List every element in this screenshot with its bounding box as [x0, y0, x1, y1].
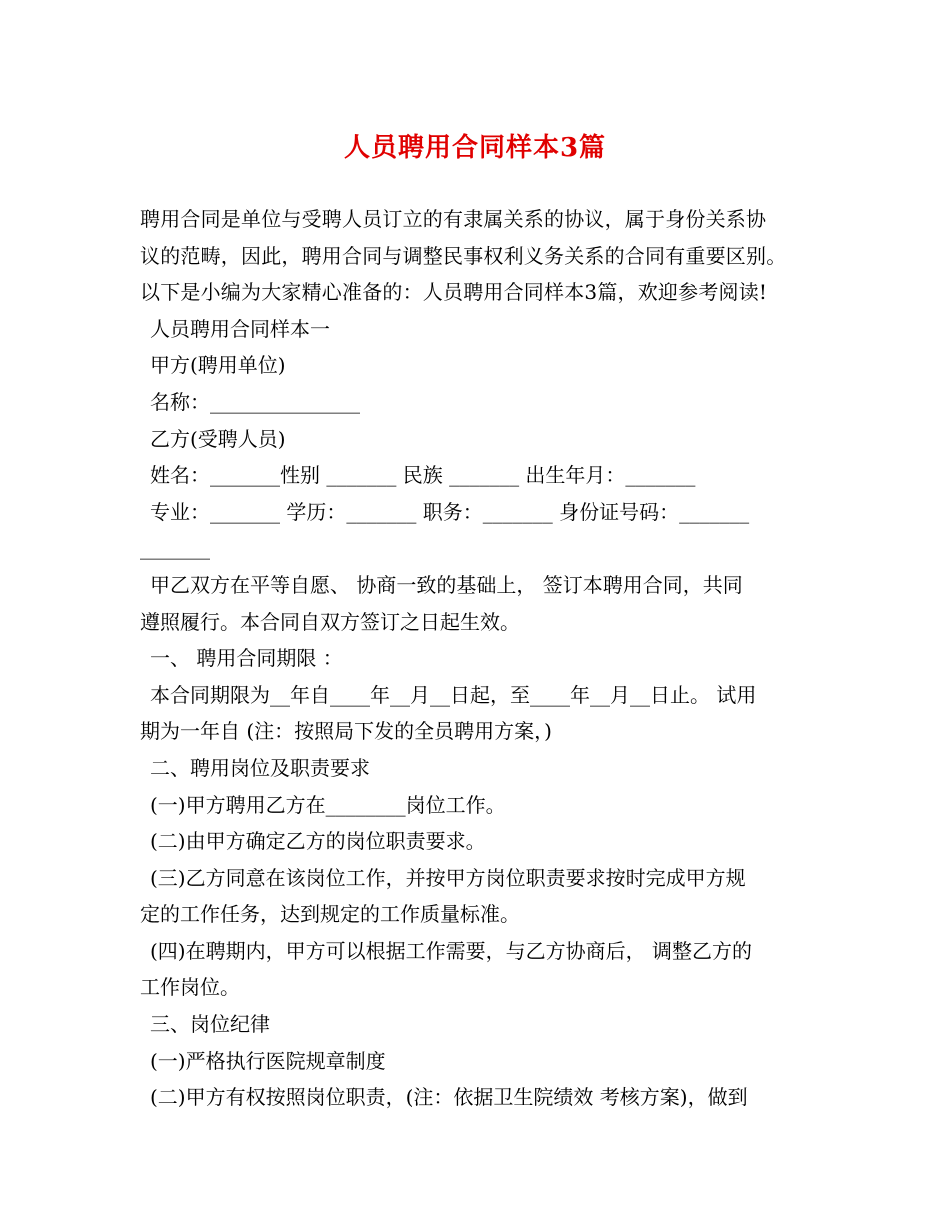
clause-item: (二)甲方有权按照岗位职责，(注：依据卫生院绩效 考核方案)，做到 [150, 1085, 748, 1110]
profession-info-line: 专业：_______ 学历：_______ 职务：_______ 身份证号码：_______ [150, 499, 750, 524]
intro-line: 议的范畴，因此，聘用合同与调整民事权利义务关系的合同有重要区别。 [140, 243, 787, 268]
clause-heading: 三、岗位纪律 [150, 1012, 270, 1037]
party-a-label: 甲方(聘用单位) [150, 353, 286, 378]
clause-item: (四)在聘期内，甲方可以根据工作需要，与乙方协商后， 调整乙方的 [150, 938, 752, 963]
clause-item: (一)甲方聘用乙方在________岗位工作。 [150, 792, 506, 817]
id-continuation-line: _______ [140, 536, 210, 561]
clause-heading: 二、聘用岗位及职责要求 [150, 755, 370, 780]
party-b-label: 乙方(受聘人员) [150, 426, 286, 451]
section-heading: 人员聘用合同样本一 [150, 316, 330, 341]
paragraph-line: 定的工作任务，达到规定的工作质量标准。 [140, 902, 520, 927]
paragraph-line: 期为一年自 (注：按照局下发的全员聘用方案，) [140, 719, 552, 744]
personal-info-line: 姓名：_______性别 _______ 民族 _______ 出生年月：_______ [150, 463, 696, 488]
paragraph-line: 甲乙双方在平等自愿、 协商一致的基础上， 签订本聘用合同，共同 [150, 572, 743, 597]
intro-line: 聘用合同是单位与受聘人员订立的有隶属关系的协议，属于身份关系协 [140, 207, 767, 231]
intro-line: 以下是小编为大家精心准备的：人员聘用合同样本3篇，欢迎参考阅读! [140, 280, 768, 305]
paragraph-line: 遵照履行。本合同自双方签订之日起生效。 [140, 609, 520, 634]
clause-heading: 一、 聘用合同期限 ： [150, 646, 343, 671]
document-title: 人员聘用合同样本3篇 [343, 133, 607, 163]
paragraph-line: 工作岗位。 [140, 975, 240, 1000]
document-body [140, 201, 820, 1116]
clause-item: (三)乙方同意在该岗位工作，并按甲方岗位职责要求按时完成甲方规 [150, 865, 746, 890]
paragraph-line: 本合同期限为__年自____年__月__日起，至____年__月__日止。 试用 [150, 682, 757, 707]
name-field-line: 名称：_______________ [150, 389, 360, 414]
clause-item: (一)严格执行医院规章制度 [150, 1048, 386, 1073]
clause-item: (二)由甲方确定乙方的岗位职责要求。 [150, 829, 486, 854]
